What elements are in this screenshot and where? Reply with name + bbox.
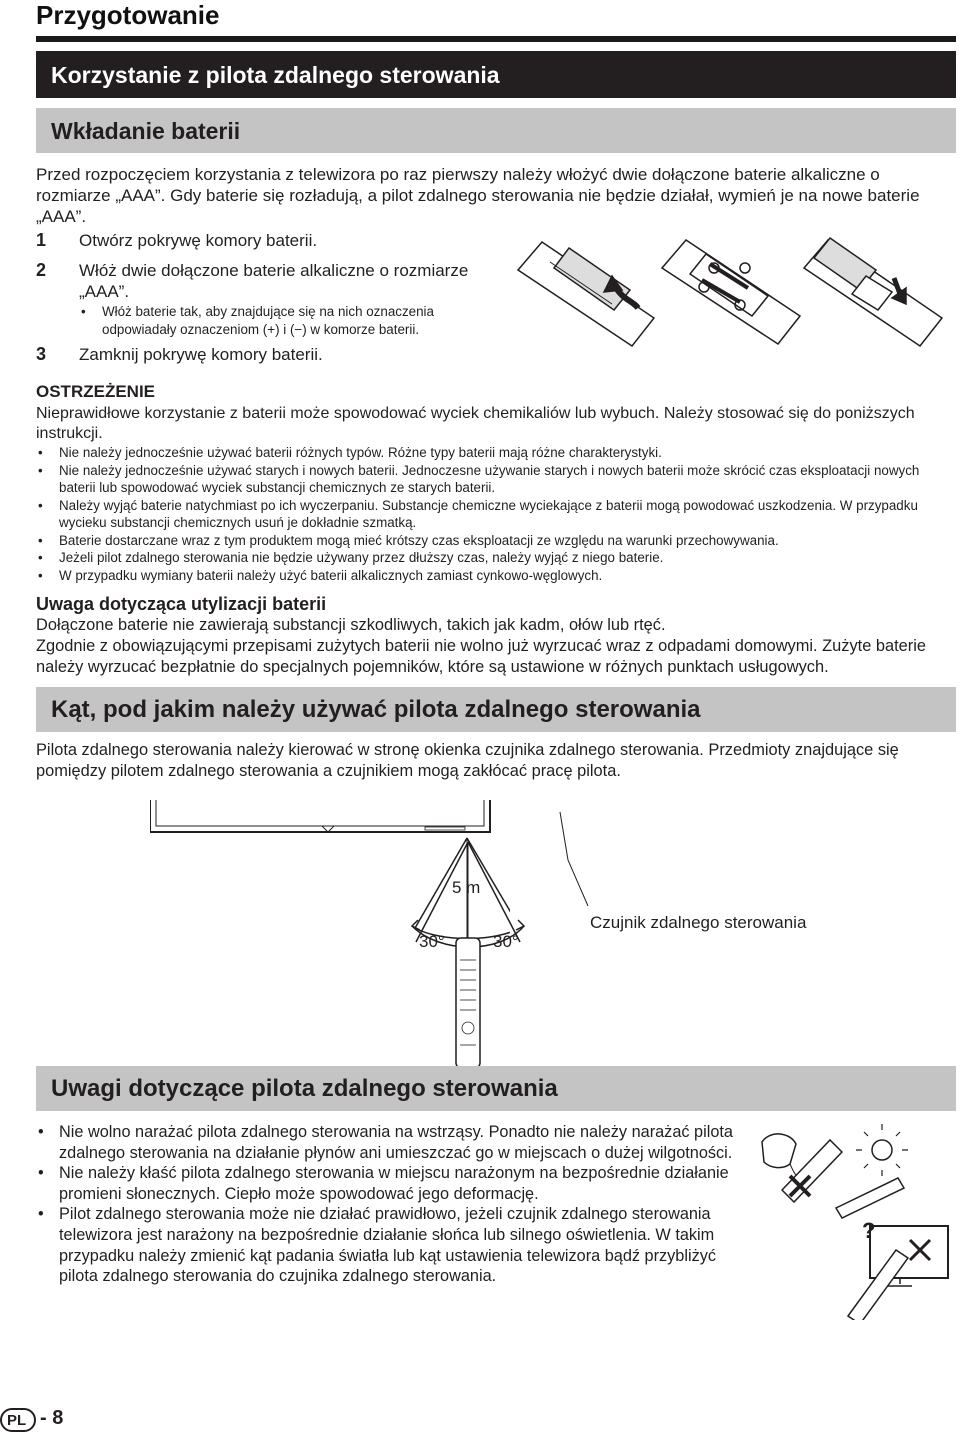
angle-left-label: 30°: [419, 932, 445, 951]
distance-label: 5 m: [452, 878, 481, 897]
warning-item: • W przypadku wymiany baterii należy użyć baterii alkalicznych zamiast cynkowo-węglowych.: [36, 567, 941, 585]
disposal-line-2: Zgodnie z obowiązującymi przepisami zużytych baterii nie wolno już wyrzucać wraz z odpadami domowymi. Zużyte baterie należy wyrzucać bezpłatnie do specjalnych pojemników, które są ustawione w różnych punktach usługowych.: [36, 637, 927, 676]
warning-item: • Baterie dostarczane wraz z tym produktem mogą mieć krótszy czas eksploatacji ze względu na warunki przechowywania.: [36, 532, 941, 550]
step-1-number: 1: [36, 230, 47, 250]
warning-item: • Nie należy jednocześnie używać baterii różnych typów. Różne typy baterii mają różne charakterystyki.: [36, 444, 941, 462]
title-rule: [36, 36, 956, 42]
step-2-number: 2: [36, 260, 47, 280]
disposal-title: Uwaga dotycząca utylizacji baterii: [36, 594, 327, 614]
notes-list: [36, 1122, 748, 1287]
section-heading-angle: [36, 687, 956, 732]
remote-care-illustration: [750, 1120, 950, 1320]
step-3-text: Zamknij pokrywę komory baterii.: [79, 345, 323, 364]
step-2-text: Włóż dwie dołączone baterie alkaliczne o rozmiarze „AAA”.: [79, 261, 469, 301]
section-heading-notes-text: Uwagi dotyczące pilota zdalnego sterowania: [51, 1075, 558, 1102]
section-heading-remote: [36, 51, 956, 98]
note-item: • Pilot zdalnego sterowania może nie działać prawidłowo, jeżeli czujnik zdalnego sterowania telewizora jest narażony na bezpośrednie działanie słońca lub silnego oświetlenia. W takim przypadku należy zmienić kąt padania światła lub kąt ustawienia telewizora bądź przybliżyć pilota zdalnego sterowania do czujnika zdalnego sterowania.: [36, 1204, 748, 1286]
step-2-note: [79, 303, 499, 338]
sensor-pointer-line: [558, 810, 598, 910]
language-badge-text: PL: [7, 1412, 27, 1429]
step-3-number: 3: [36, 344, 47, 364]
page-title: Przygotowanie: [36, 0, 220, 30]
note-item: • Nie należy kłaść pilota zdalnego sterowania w miejscu narażonym na bezpośrednie działanie promieni słonecznych. Ciepło może spowodować jego deformację.: [36, 1163, 748, 1204]
section-heading-batteries-text: Wkładanie baterii: [51, 118, 241, 144]
section-heading-notes: [36, 1066, 956, 1111]
warning-list: [36, 444, 941, 584]
angle-paragraph: Pilota zdalnego sterowania należy kierować w stronę okienka czujnika zdalnego sterowania. Przedmioty znajdujące się pomiędzy pilotem zdalnego sterowania a czujnikiem mogą zakłócać pracę pilota.: [36, 741, 899, 780]
note-item: • Nie wolno narażać pilota zdalnego sterowania na wstrząsy. Ponadto nie należy narażać pilota zdalnego sterowania na działanie płynów ani umieszczać go w miejscach o dużej wilgotności.: [36, 1122, 748, 1163]
battery-insertion-illustration: [514, 228, 960, 358]
angle-right-label: 30°: [493, 932, 519, 951]
section-heading-batteries: [36, 108, 956, 153]
disposal-line-1: Dołączone baterie nie zawierają substancji szkodliwych, takich jak kadm, ołów lub rtęć.: [36, 616, 666, 634]
warning-intro: Nieprawidłowe korzystanie z baterii może spowodować wyciek chemikaliów lub wybuch. Należy stosować się do poniższych instrukcji.: [36, 405, 915, 442]
sensor-label: Czujnik zdalnego sterowania: [590, 913, 807, 932]
page-number: - 8: [40, 1407, 64, 1429]
warning-item: • Nie należy jednocześnie używać starych i nowych baterii. Jednoczesne używanie starych i nowych baterii może skrócić czas eksploatacji nowych baterii lub spowodować wyciek substancji chemicznych ze starych baterii.: [36, 462, 941, 497]
section-heading-angle-text: Kąt, pod jakim należy używać pilota zdalnego sterowania: [51, 696, 701, 723]
step-2-note-item: • Włóż baterie tak, aby znajdujące się na nich oznaczenia odpowiadały oznaczeniom (+) i (−) w komorze baterii.: [79, 303, 499, 338]
svg-text:?: ?: [862, 1218, 876, 1243]
intro-paragraph: Przed rozpoczęciem korzystania z telewizora po raz pierwszy należy włożyć dwie dołączone baterie alkaliczne o rozmiarze „AAA”. Gdy baterie się rozładują, a pilot zdalnego sterowania nie będzie działał, wymień je na nowe baterie „AAA”.: [36, 165, 920, 226]
warning-item: • Należy wyjąć baterie natychmiast po ich wyczerpaniu. Substancje chemiczne wyciekające z baterii mogą powodować uszkodzenia. W przypadku wycieku substancji chemicznych usuń je dokładnie szmatką.: [36, 497, 941, 532]
remote-cone-diagram: [390, 830, 570, 1100]
warning-title: OSTRZEŻENIE: [36, 382, 156, 401]
step-1-text: Otwórz pokrywę komory baterii.: [79, 231, 318, 250]
warning-item: • Jeżeli pilot zdalnego sterowania nie będzie używany przez dłuższy czas, należy wyjąć z niego baterie.: [36, 549, 941, 567]
language-badge: [0, 1408, 36, 1432]
section-heading-remote-text: Korzystanie z pilota zdalnego sterowania: [51, 62, 500, 88]
